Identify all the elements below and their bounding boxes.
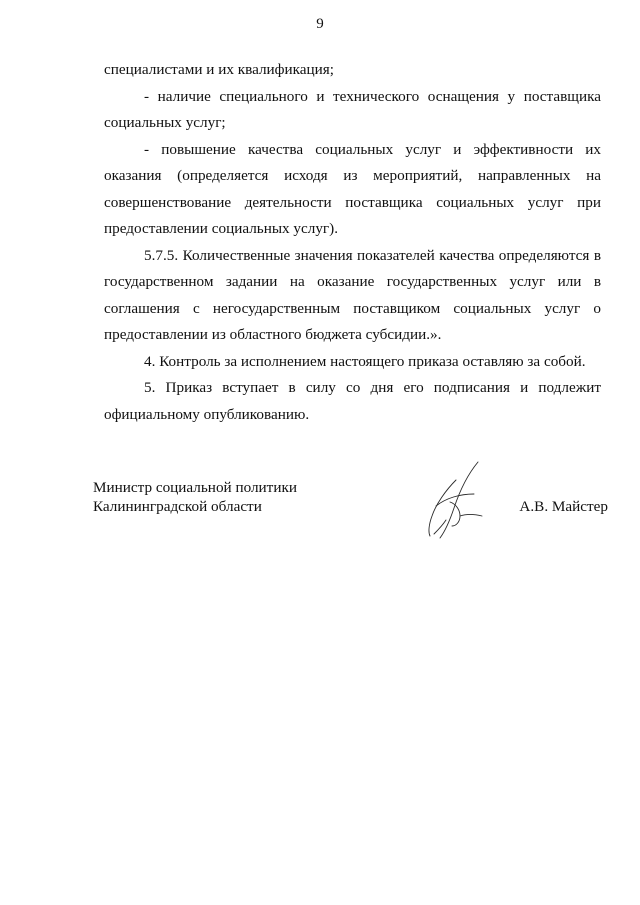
paragraph-continuation: специалистами и их квалификация; — [104, 61, 334, 78]
signatory-position-line-1: Министр социальной политики — [93, 479, 297, 496]
signatory-position-line-2: Калининградской области — [93, 498, 262, 515]
paragraph-entry-into-force: 5. Приказ вступает в силу со дня его подписания и подлежит официальному опубликованию. — [104, 379, 601, 423]
handwritten-signature — [416, 460, 496, 542]
paragraph-equipment: - наличие специального и технического оснащения у поставщика социальных услуг; — [104, 87, 601, 131]
paragraph-quality-improvement: - повышение качества социальных услуг и эффективности их оказания (определяется исходя из мероприятий, направленных на совершенствование деятельности поставщика социальных услуг при предоставлении социальных услуг). — [104, 140, 601, 237]
document-body — [104, 57, 601, 428]
signatory-name: А.В. Майстер — [519, 498, 608, 515]
page-number: 9 — [316, 16, 324, 32]
signatory-position — [93, 478, 297, 516]
paragraph-5-7-5: 5.7.5. Количественные значения показателей качества определяются в государственном задании на оказание государственных услуг или в соглашения с негосударственным поставщиком социальных услуг о предоставлении из областного бюджета субсидии.». — [104, 246, 601, 343]
paragraph-control: 4. Контроль за исполнением настоящего приказа оставляю за собой. — [144, 352, 586, 370]
